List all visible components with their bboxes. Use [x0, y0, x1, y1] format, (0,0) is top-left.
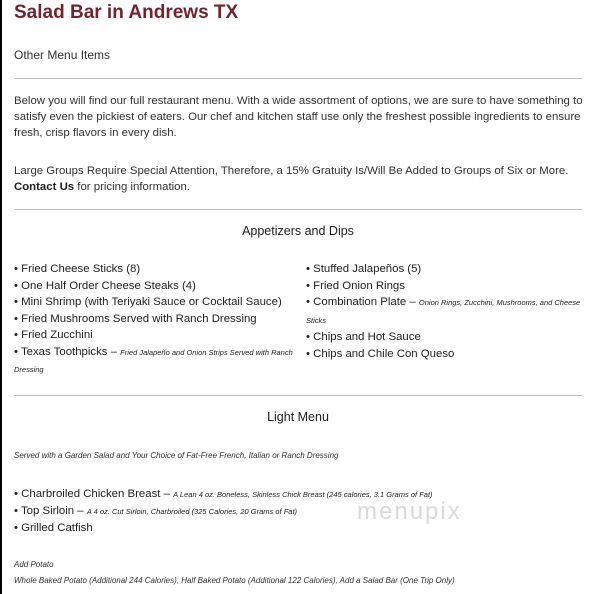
- menu-item: [14, 327, 299, 344]
- add-potato-options: Whole Baked Potato (Additional 244 Calories), Half Baked Potato (Additional 122 Calories), Add a Salad Bar (One Trip Only): [14, 576, 455, 585]
- menu-item: [14, 261, 299, 278]
- divider: [14, 395, 582, 396]
- menu-item: [306, 278, 586, 295]
- light-menu-list: [14, 486, 586, 537]
- menu-item: • Texas Toothpicks – Fried Jalapeño and Onion Strips Served with Ranch Dressing: [14, 345, 293, 374]
- item-name: • Charbroiled Chicken Breast: [14, 488, 161, 500]
- item-name: • Top Sirloin: [14, 505, 75, 517]
- other-menu-items-link[interactable]: Other Menu Items: [14, 48, 111, 62]
- item-name: • One Half Order Cheese Steaks (4): [14, 279, 196, 292]
- page-left-border: [0, 0, 2, 594]
- intro-paragraph: Below you will find our full restaurant menu. With a wide assortment of options, we are sure to have something to satisfy even the pickiest of eaters. Our chef and kitchen staff use only the freshest possible ingredients to ensure fresh, crisp flavors in every dish.: [14, 95, 583, 139]
- menu-item: • Combination Plate – Onion Rings, Zucchini, Mushrooms, and Cheese Sticks: [306, 296, 581, 325]
- appetizers-left-column: [14, 261, 299, 379]
- menu-item: [14, 311, 299, 328]
- item-name: • Fried Cheese Sticks (8): [14, 263, 141, 275]
- item-name: • Grilled Catfish: [14, 522, 93, 534]
- item-name: • Fried Mushrooms Served with Ranch Dressing: [14, 312, 257, 325]
- groups-paragraph: [14, 163, 586, 195]
- item-description: A 4 oz. Cut Sirloin, Charbroiled (325 Calories, 20 Grams of Fat): [86, 507, 298, 516]
- item-name: • Combination Plate: [306, 296, 407, 308]
- menu-item: [306, 261, 586, 278]
- pricing-text: for pricing information.: [74, 181, 190, 193]
- item-description: A Lean 4 oz. Boneless, Skinless Chick Breast (245 calories, 3.1 Grams of Fat): [173, 490, 433, 499]
- item-name: • Texas Toothpicks: [14, 345, 108, 358]
- section-title-appetizers: Appetizers and Dips: [242, 224, 354, 238]
- menu-item: [306, 346, 586, 363]
- item-name: • Fried Onion Rings: [306, 279, 405, 292]
- item-name: • Chips and Hot Sauce: [306, 331, 421, 343]
- contact-us-link[interactable]: Contact Us: [14, 181, 75, 193]
- item-name: • Chips and Chile Con Queso: [306, 347, 455, 360]
- served-with-note: Served with a Garden Salad and Your Choice of Fat-Free French, Italian or Ranch Dressing: [14, 451, 339, 460]
- item-name: • Mini Shrimp (with Teriyaki Sauce or Cocktail Sauce): [14, 296, 282, 308]
- item-name: • Stuffed Jalapeños (5): [306, 263, 422, 275]
- divider: [14, 209, 582, 210]
- divider: [14, 78, 582, 79]
- groups-text: Large Groups Require Special Attention, Therefore, a 15% Gratuity Is/Will Be Added to Groups of Six or More.: [14, 165, 569, 177]
- watermark-logo: menupix: [357, 498, 462, 525]
- menu-item: [14, 278, 299, 295]
- item-description: Onion Rings, Zucchini, Mushrooms, and Cheese Sticks: [306, 298, 581, 325]
- section-title-light-menu: Light Menu: [267, 410, 329, 424]
- item-name: • Fried Zucchini: [14, 329, 93, 341]
- appetizers-right-column: [306, 261, 586, 362]
- menu-item: [14, 294, 299, 311]
- page-title: Salad Bar in Andrews TX: [14, 2, 239, 23]
- menu-item: [14, 520, 586, 537]
- menu-item: [306, 329, 586, 346]
- menu-item: • Top Sirloin – A 4 oz. Cut Sirloin, Charbroiled (325 Calories, 20 Grams of Fat): [14, 505, 298, 517]
- menu-item: • Charbroiled Chicken Breast – A Lean 4 oz. Boneless, Skinless Chick Breast (245 calories, 3.1 Grams of Fat): [14, 488, 433, 500]
- item-description: Fried Jalapeño and Onion Strips Served with Ranch Dressing: [14, 347, 293, 374]
- add-potato-label: Add Potato: [14, 560, 54, 569]
